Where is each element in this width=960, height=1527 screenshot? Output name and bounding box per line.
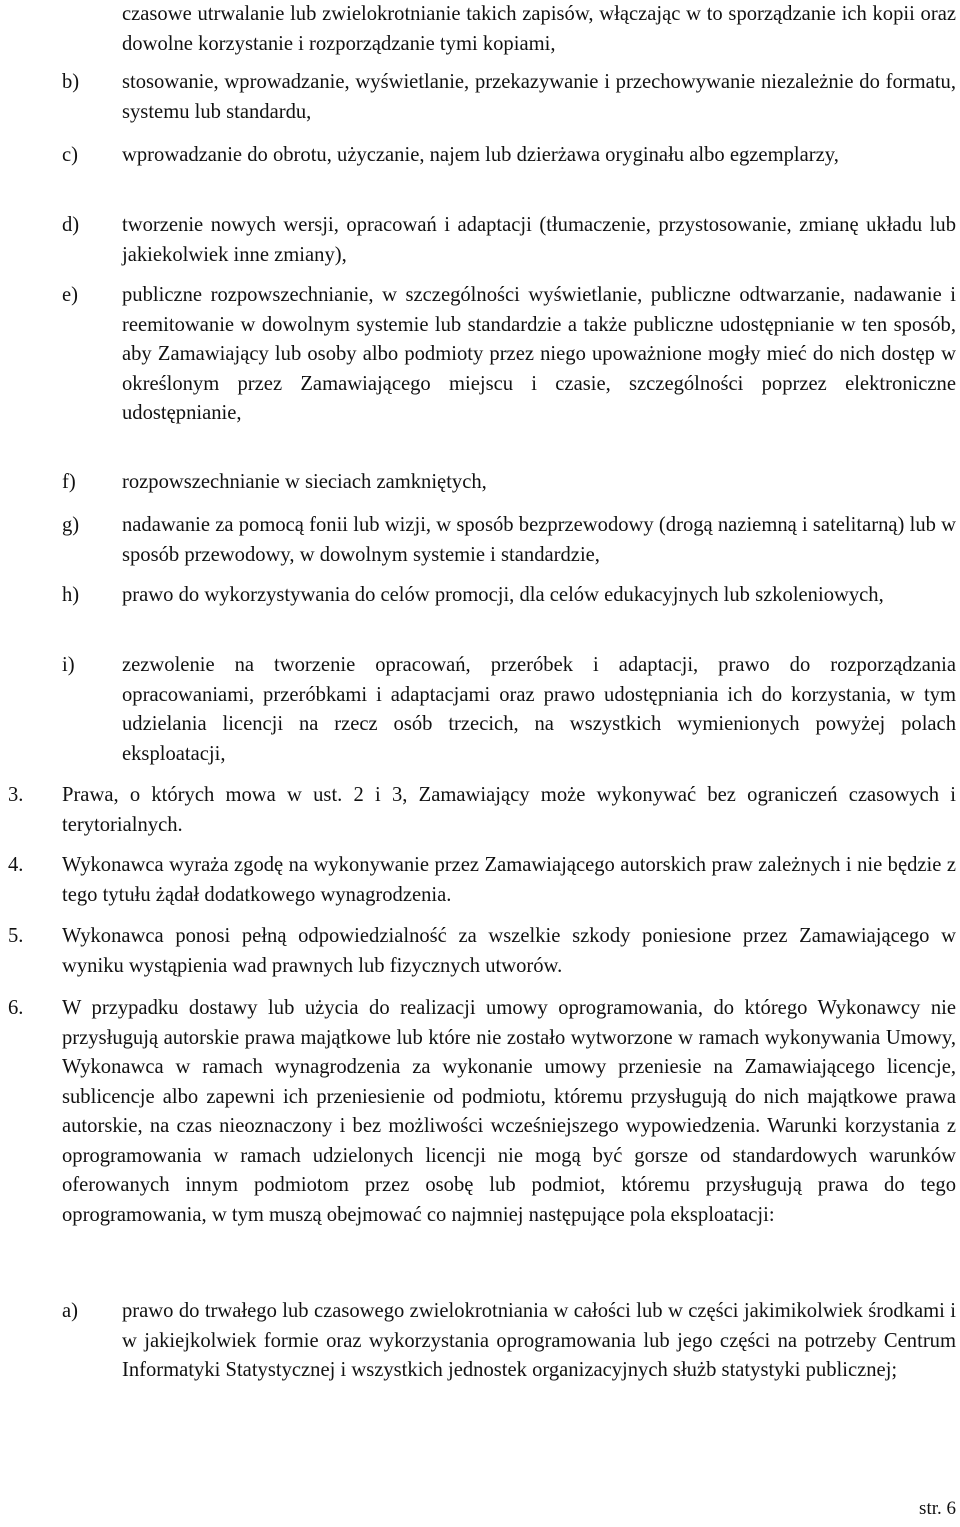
list-marker: b) [62, 71, 80, 93]
continuation-text: czasowe utrwalanie lub zwielokrotnianie takich zapisów, włączając w to sporządzanie ich kopii oraz dowolne korzystanie i rozporządzanie tymi kopiami, [122, 3, 956, 55]
numbered-marker: 6. [8, 997, 24, 1019]
numbered-item-5 [0, 922, 960, 981]
list-marker: d) [62, 214, 80, 236]
page-number: str. 6 [919, 1498, 956, 1519]
numbered-marker: 5. [8, 925, 24, 947]
list-item-text: wprowadzanie do obrotu, użyczanie, najem lub dzierżawa oryginału albo egzemplarzy, [122, 144, 839, 166]
numbered-item-text: W przypadku dostawy lub użycia do realizacji umowy oprogramowania, do którego Wykonawcy nie przysługują autorskie prawa majątkowe lub które nie zostało wytworzone w ramach wykonywania Umowy, Wykonawca w ramach wynagrodzenia za wykonanie umowy przeniesie na Zamawiającego licencje, sublicencje albo zapewni ich przeniesienie od podmiotu, któremu przysługują do nich majątkowe prawa autorskie, na czas nieoznaczony i bez możliwości wcześniejszego wypowiedzenia. Warunki korzystania z oprogramowania w ramach udzielonych licencji nie mogą być gorsze od standardowych warunków oferowanych innym podmiotom przez osobę lub podmiot, któremu przysługują prawa do tego oprogramowania, w tym muszą obejmować co najmniej następujące pola eksploatacji: [62, 997, 956, 1226]
list-marker: e) [62, 284, 78, 306]
list-item-b [0, 68, 960, 127]
numbered-item-3 [0, 781, 960, 840]
list-marker: a) [62, 1300, 78, 1322]
list-item-f [0, 468, 960, 498]
list-item-text: stosowanie, wprowadzanie, wyświetlanie, przekazywanie i przechowywanie niezależnie do formatu, systemu lub standardu, [122, 71, 956, 123]
list-item-a [0, 1297, 960, 1386]
numbered-item-4 [0, 851, 960, 910]
list-marker: f) [62, 471, 76, 493]
list-marker: c) [62, 144, 78, 166]
list-item-d [0, 211, 960, 270]
list-item-text: prawo do wykorzystywania do celów promocji, dla celów edukacyjnych lub szkoleniowych, [122, 584, 884, 606]
list-item-text: tworzenie nowych wersji, opracowań i adaptacji (tłumaczenie, przystosowanie, zmianę układu lub jakiekolwiek inne zmiany), [122, 214, 956, 266]
list-item-text: publiczne rozpowszechnianie, w szczególności wyświetlanie, publiczne odtwarzanie, nadawanie i reemitowanie w dowolnym systemie lub standardzie a także publiczne udostępnianie w ten sposób, aby Zamawiający lub osoby albo podmioty przez niego upoważnione mogły mieć do nich dostęp w określonym przez Zamawiającego miejscu i czasie, szczególności poprzez elektroniczne udostępnianie, [122, 284, 956, 424]
numbered-marker: 3. [8, 784, 24, 806]
list-item-e [0, 281, 960, 429]
list-item-text: zezwolenie na tworzenie opracowań, przeróbek i adaptacji, prawo do rozporządzania opracowaniami, przeróbkami i adaptacjami oraz prawo udostępniania ich do korzystania, w tym udzielania licencji na rzecz osób trzecich, na wszystkich wymienionych powyżej polach eksploatacji, [122, 654, 956, 765]
numbered-item-text: Prawa, o których mowa w ust. 2 i 3, Zamawiający może wykonywać bez ograniczeń czasowych i terytorialnych. [62, 784, 956, 836]
numbered-item-text: Wykonawca wyraża zgodę na wykonywanie przez Zamawiającego autorskich praw zależnych i nie będzie z tego tytułu żądał dodatkowego wynagrodzenia. [62, 854, 956, 906]
list-marker: h) [62, 584, 80, 606]
list-item-text: nadawanie za pomocą fonii lub wizji, w sposób bezprzewodowy (drogą naziemną i satelitarną) lub w sposób przewodowy, w dowolnym systemie i standardzie, [122, 514, 956, 566]
list-item-i [0, 651, 960, 769]
list-marker: g) [62, 514, 80, 536]
list-item-h [0, 581, 960, 611]
list-item-text: rozpowszechnianie w sieciach zamkniętych, [122, 471, 487, 493]
numbered-marker: 4. [8, 854, 24, 876]
list-item-c [0, 141, 960, 171]
numbered-item-text: Wykonawca ponosi pełną odpowiedzialność za wszelkie szkody poniesione przez Zamawiającego w wyniku wystąpienia wad prawnych lub fizycznych utworów. [62, 925, 956, 977]
continuation-paragraph [0, 0, 960, 59]
list-item-text: prawo do trwałego lub czasowego zwielokrotniania w całości lub w części jakimikolwiek środkami i w jakiejkolwiek formie oraz wykorzystania oprogramowania lub jego części na potrzeby Centrum Informatyki Statystycznej i wszystkich jednostek organizacyjnych służb statystyki publicznej; [122, 1300, 956, 1381]
list-marker: i) [62, 654, 75, 676]
list-item-g [0, 511, 960, 570]
numbered-item-6 [0, 994, 960, 1230]
